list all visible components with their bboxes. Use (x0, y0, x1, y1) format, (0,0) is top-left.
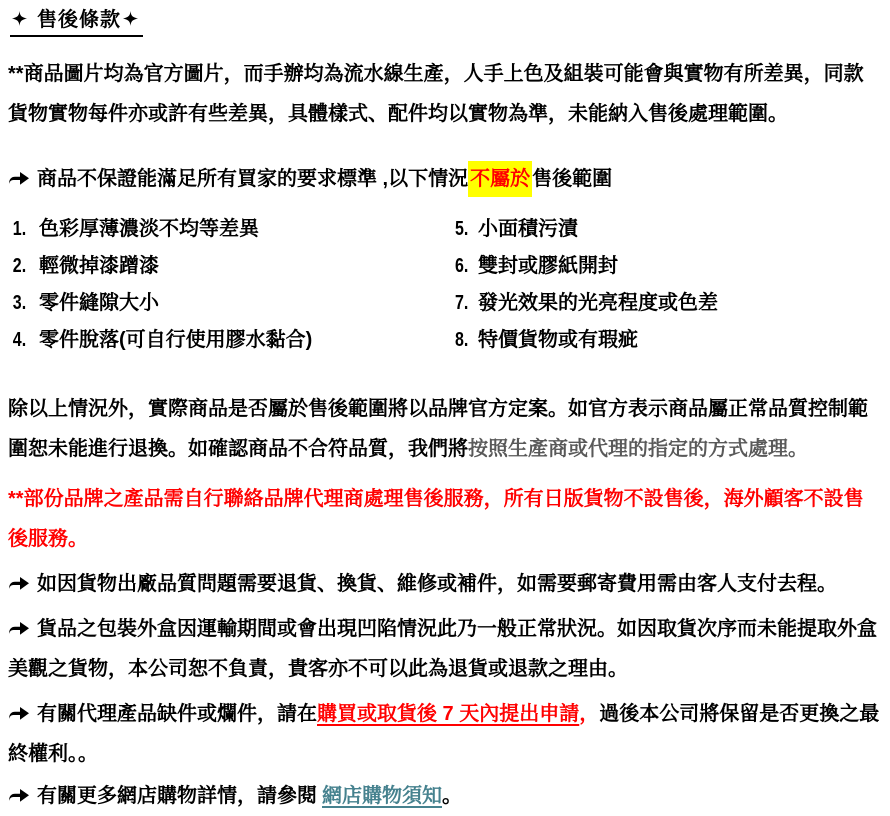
more-info-post-text: 。 (442, 785, 462, 807)
decision-black-text: 除以上情況外，實際商品是否屬於售後範圍將以品牌官方定案。如官方表示商品屬正常品質控制範圍恕未能進行退換。如確認商品不合符品質，我們將 (8, 398, 868, 460)
list-item-number: 6. (455, 255, 469, 277)
more-info-pre-text: 有關更多網店購物詳情，請參閱 (37, 785, 317, 807)
shipping-cost-note (8, 564, 882, 604)
list-item-text: 色彩厚薄濃淡不均等差異 (39, 218, 259, 240)
exclusion-notice (8, 159, 882, 199)
list-item (455, 322, 882, 359)
right-arrow-icon (8, 776, 30, 816)
right-arrow-icon (8, 694, 30, 734)
decision-gray-text: 按照生產商或代理的指定的方式處理。 (468, 438, 808, 460)
notice-pre-text: 商品不保證能滿足所有買家的要求標準 ,以下情況 (37, 168, 469, 190)
red-comma: ， (579, 703, 600, 725)
list-item-text: 小面積污漬 (478, 218, 578, 240)
missing-parts-post-text: 過後本公司將保留是否更換之最終權利。。 (8, 703, 880, 765)
list-item (455, 248, 882, 285)
list-item (455, 285, 882, 322)
shipping-cost-text: 如因貨物出廠品質問題需要退貨、換貨、維修或補件，如需要郵寄費用需由客人支付去程。 (37, 573, 837, 595)
brand-service-warning: **部份品牌之產品需自行聯絡品牌代理商處理售後服務，所有日版貨物不設售後，海外顧客不設售後服務。 (8, 488, 864, 550)
list-item (455, 211, 882, 248)
right-arrow-icon (8, 564, 30, 604)
list-item (8, 322, 455, 359)
right-arrow-icon (8, 159, 30, 199)
list-item-text: 雙封或膠紙開封 (478, 255, 618, 277)
list-item-text: 特價貨物或有瑕疵 (478, 329, 638, 351)
notice-highlight-text: 不屬於 (468, 161, 532, 197)
list-item-text: 零件脫落(可自行使用膠水黏合) (39, 329, 313, 351)
right-arrow-icon (8, 609, 30, 649)
intro-paragraph: **商品圖片均為官方圖片，而手辦均為流水線生產，人手上色及組裝可能會與實物有所差異，同款貨物實物每件亦或許有些差異，具體樣式、配件均以實物為準，未能納入售後處理範圍。 (8, 63, 864, 125)
packaging-dent-note (8, 609, 882, 689)
list-item-text: 發光效果的光亮程度或色差 (478, 292, 718, 314)
notice-post-text: 售後範圍 (532, 168, 613, 190)
list-item-number: 3. (12, 292, 27, 314)
list-item-number: 1. (12, 218, 27, 240)
exclusion-list (8, 211, 882, 359)
page-title-text: 售後條款 (37, 9, 121, 31)
list-item (8, 285, 455, 322)
packaging-dent-text: 貨品之包裝外盒因運輸期間或會出現凹陷情況此乃一般正常狀況。如因取貨次序而未能提取外盒美觀之貨物，本公司恕不負責，貴客亦不可以此為退貨或退款之理由。 (8, 618, 877, 680)
missing-parts-note (8, 694, 882, 774)
claim-deadline-text: 購買或取貨後 7 天內提出申請 (317, 703, 580, 725)
more-info-note (8, 776, 882, 816)
list-item-number: 4. (12, 329, 27, 351)
four-pointed-star-icon (123, 8, 138, 32)
page-title (10, 8, 143, 37)
list-item (8, 211, 455, 248)
list-item-number: 2. (12, 255, 27, 277)
list-item-text: 零件縫隙大小 (39, 292, 159, 314)
list-item-number: 5. (455, 218, 469, 240)
list-item-number: 8. (455, 329, 469, 351)
four-pointed-star-icon (12, 8, 27, 32)
list-item-text: 輕微掉漆蹭漆 (39, 255, 159, 277)
list-item-number: 7. (455, 292, 469, 314)
missing-parts-pre-text: 有關代理產品缺件或爛件，請在 (37, 703, 317, 725)
list-item (8, 248, 455, 285)
shop-policy-link[interactable]: 網店購物須知 (322, 785, 442, 807)
decision-paragraph (8, 389, 882, 469)
